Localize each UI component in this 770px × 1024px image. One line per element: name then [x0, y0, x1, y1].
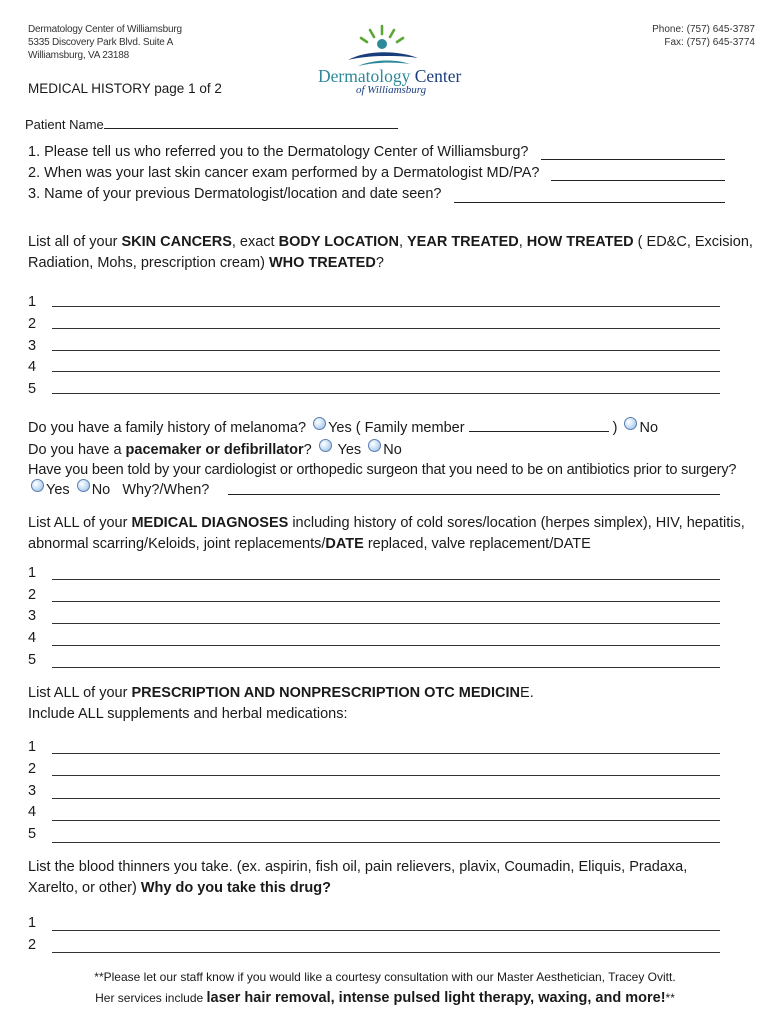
diagnosis-line[interactable] [52, 601, 720, 602]
medicine-line[interactable] [52, 798, 720, 799]
pacemaker-no-label: No [383, 442, 402, 458]
medicine-number: 4 [28, 804, 37, 820]
diagnosis-line[interactable] [52, 623, 720, 624]
medicine-line[interactable] [52, 820, 720, 821]
melanoma-no-radio[interactable] [624, 417, 637, 430]
skin-cancer-number: 1 [28, 294, 37, 310]
melanoma-no-label: No [639, 420, 659, 436]
antibiotics-question: Have you been told by your cardiologist or orthopedic surgeon that you need to be on antibiotics prior to surgery? [28, 462, 737, 478]
skin-cancer-text-3: , [398, 234, 407, 250]
pacemaker-bold: pacemaker or defibrillator [125, 442, 304, 458]
pacemaker-yes-label: Yes [337, 442, 362, 458]
skin-cancer-text-2: , exact [231, 234, 279, 250]
logo-word-dermatology: Dermatology [318, 66, 411, 86]
patient-name-row [25, 116, 398, 132]
diagnosis-line[interactable] [52, 579, 720, 580]
phone-number: Phone: (757) 645-3787 [652, 24, 755, 35]
medicine-line[interactable] [52, 753, 720, 754]
blood-thinner-line[interactable] [52, 930, 720, 931]
antibiotics-yes-label: Yes [46, 482, 70, 498]
family-member-field[interactable] [469, 419, 609, 432]
medicine-number: 1 [28, 739, 37, 755]
sun-figure-icon [318, 24, 453, 70]
skin-cancer-number: 4 [28, 359, 37, 375]
question-previous-dermatologist: 3. Name of your previous Dermatologist/location and date seen? [28, 186, 442, 202]
footer-note-1: **Please let our staff know if you would like a courtesy consultation with our Master Aesthetician, Tracey Ovitt. [94, 970, 676, 984]
blood-thinner-bold: Why do you take this drug? [140, 880, 331, 896]
antibiotics-why-label: Why?/When? [122, 482, 210, 498]
diagnosis-number: 4 [28, 630, 37, 646]
medicine-text-1: List ALL of your [28, 685, 132, 701]
medicine-bold: PRESCRIPTION AND NONPRESCRIPTION OTC MEDICIN [131, 685, 521, 701]
logo-subtitle: of Williamsburg [356, 84, 427, 96]
antibiotics-why-field[interactable] [228, 494, 720, 495]
skin-cancer-text-4: , [518, 234, 527, 250]
diagnoses-bold-2: DATE [325, 536, 364, 552]
skin-cancer-bold-2: BODY LOCATION [278, 234, 399, 250]
skin-cancer-text-6: Radiation, Mohs, prescription cream) [28, 255, 269, 271]
antibiotics-yes-radio[interactable] [31, 479, 44, 492]
pacemaker-no-radio[interactable] [368, 439, 381, 452]
referral-field[interactable] [541, 159, 725, 160]
skin-cancer-instructions [28, 232, 768, 274]
diagnosis-number: 2 [28, 587, 37, 603]
medicine-text-3: Include ALL supplements and herbal medications: [28, 706, 348, 722]
medicine-number: 5 [28, 826, 37, 842]
pacemaker-text-2: ? [303, 442, 312, 458]
skin-cancer-line[interactable] [52, 393, 720, 394]
address-line-1: Dermatology Center of Williamsburg [28, 24, 182, 35]
diagnosis-line[interactable] [52, 645, 720, 646]
blood-thinner-text-2: Xarelto, or other) [28, 880, 141, 896]
footer-services-bold: laser hair removal, intense pulsed light therapy, waxing, and more! [206, 990, 666, 1006]
pacemaker-yes-radio[interactable] [319, 439, 332, 452]
medicine-text-2: E. [520, 685, 534, 701]
medicine-number: 2 [28, 761, 37, 777]
skin-cancer-text-1: List all of your [28, 234, 122, 250]
diagnosis-number: 5 [28, 652, 37, 668]
antibiotics-no-label: No [91, 482, 111, 498]
diagnosis-line[interactable] [52, 667, 720, 668]
medicine-line[interactable] [52, 775, 720, 776]
skin-cancer-text-5: ( ED&C, Excision, [633, 234, 753, 250]
footer-note-2 [0, 990, 770, 1006]
skin-cancer-text-7: ? [375, 255, 384, 271]
blood-thinner-number: 2 [28, 937, 37, 953]
skin-cancer-bold-4: HOW TREATED [526, 234, 634, 250]
medicine-line[interactable] [52, 842, 720, 843]
blood-thinner-line[interactable] [52, 952, 720, 953]
patient-name-field[interactable] [104, 116, 398, 129]
footer-text-plain: Her services include [95, 991, 207, 1005]
address-line-3: Williamsburg, VA 23188 [28, 50, 130, 61]
skin-cancer-line[interactable] [52, 328, 720, 329]
patient-name-label: Patient Name [25, 117, 104, 132]
skin-cancer-line[interactable] [52, 371, 720, 372]
blood-thinner-instructions [28, 857, 768, 899]
clinic-logo [318, 24, 462, 100]
logo-word-center: Center [414, 66, 462, 86]
skin-cancer-bold-3: YEAR TREATED [407, 234, 519, 250]
skin-cancer-number: 3 [28, 338, 37, 354]
melanoma-yes-radio[interactable] [313, 417, 326, 430]
page-title: MEDICAL HISTORY page 1 of 2 [28, 81, 222, 96]
melanoma-question: Do you have a family history of melanoma? [28, 420, 307, 436]
footer-text-end: ** [665, 991, 675, 1005]
skin-cancer-bold-1: SKIN CANCERS [121, 234, 232, 250]
diagnoses-text-4: replaced, valve replacement/DATE [363, 536, 591, 552]
pacemaker-text-1: Do you have a [28, 442, 126, 458]
diagnosis-number: 3 [28, 608, 37, 624]
diagnoses-text-2: including history of cold sores/location (herpes simplex), HIV, hepatitis, [288, 515, 745, 531]
skin-cancer-line[interactable] [52, 350, 720, 351]
clinic-contact [652, 23, 755, 49]
blood-thinner-text-1: List the blood thinners you take. (ex. aspirin, fish oil, pain relievers, plavix, Coumadin, Eliquis, Pradaxa, [28, 859, 688, 875]
last-exam-field[interactable] [551, 180, 725, 181]
fax-number: Fax: (757) 645-3774 [664, 37, 755, 48]
previous-dermatologist-field[interactable] [454, 202, 725, 203]
antibiotics-answer-row [28, 479, 209, 501]
melanoma-close-paren: ) [612, 420, 618, 436]
melanoma-yes-label: Yes ( Family member [328, 420, 465, 436]
skin-cancer-line[interactable] [52, 306, 720, 307]
blood-thinner-number: 1 [28, 915, 37, 931]
diagnoses-text-1: List ALL of your [28, 515, 132, 531]
skin-cancer-number: 2 [28, 316, 37, 332]
medicine-instructions [28, 683, 768, 725]
diagnosis-number: 1 [28, 565, 37, 581]
question-last-exam: 2. When was your last skin cancer exam performed by a Dermatologist MD/PA? [28, 165, 540, 181]
skin-cancer-number: 5 [28, 381, 37, 397]
melanoma-row [28, 417, 658, 439]
clinic-address [28, 23, 182, 62]
medicine-number: 3 [28, 783, 37, 799]
diagnoses-bold-1: MEDICAL DIAGNOSES [131, 515, 289, 531]
pacemaker-row [28, 439, 402, 461]
antibiotics-no-radio[interactable] [77, 479, 90, 492]
diagnoses-text-3: abnormal scarring/Keloids, joint replacements/ [28, 536, 326, 552]
diagnoses-instructions [28, 513, 768, 555]
address-line-2: 5335 Discovery Park Blvd. Suite A [28, 37, 174, 48]
skin-cancer-bold-5: WHO TREATED [268, 255, 376, 271]
question-referral: 1. Please tell us who referred you to the Dermatology Center of Williamsburg? [28, 144, 529, 160]
